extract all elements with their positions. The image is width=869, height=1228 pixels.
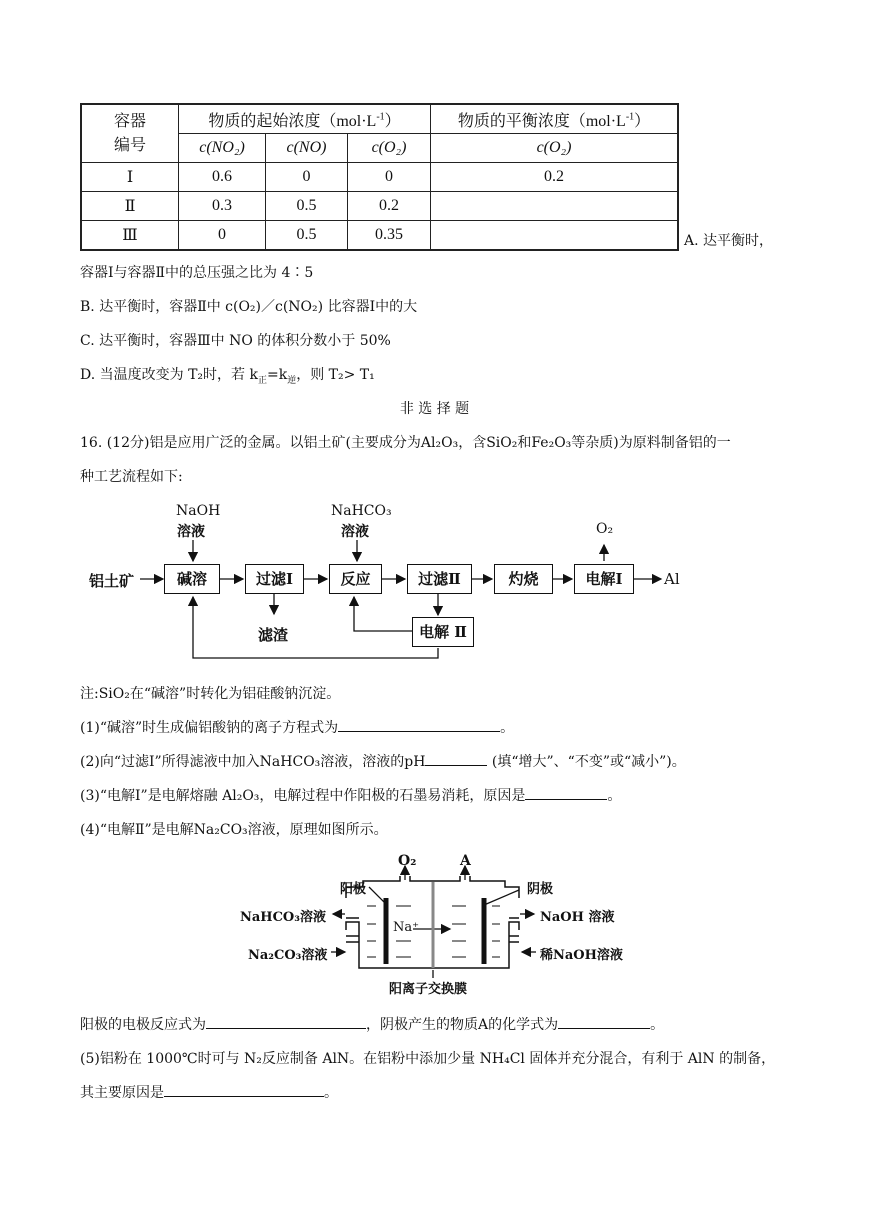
cell-no: 0.5: [266, 221, 348, 251]
step-calcine: 灼烧: [494, 564, 553, 594]
sub-header-no2: c(NO₂): [179, 134, 266, 163]
close-paren: ）: [384, 112, 401, 130]
flow-o2-label: O₂: [596, 521, 614, 537]
cell-a-label: A: [460, 853, 471, 869]
cell-o2-label: O₂: [398, 853, 417, 869]
anode-label: 阳极: [340, 882, 367, 897]
reagent-nahco3-solution: 溶液: [341, 524, 369, 540]
subq-4-answer-end: 。: [650, 1017, 665, 1033]
q16-line2: 种工艺流程如下:: [80, 469, 183, 485]
step-filter-1: 过滤Ⅰ: [245, 564, 304, 594]
section-title: 非 选 择 题: [399, 401, 470, 417]
flow-start: 铝土矿: [89, 572, 135, 590]
subq-4-answer: [80, 1014, 664, 1034]
container-header-line1: 容器: [113, 112, 146, 130]
option-d-sub2: 逆: [287, 375, 297, 386]
row-id: Ⅱ: [81, 192, 179, 221]
unit-sup: -1: [376, 111, 385, 123]
right-out-label: NaOH 溶液: [540, 910, 615, 925]
subq-5-end: 。: [324, 1085, 338, 1101]
right-in-label: 稀NaOH溶液: [540, 948, 623, 963]
membrane-label: 阳离子交换膜: [389, 982, 468, 997]
step-alkali-dissolve: 碱溶: [164, 564, 220, 594]
cell-no: 0.5: [266, 192, 348, 221]
subq-1-text: (1)“碱溶”时生成偏铝酸钠的离子方程式为: [80, 720, 339, 736]
subq-5-text: 其主要原因是: [80, 1085, 164, 1101]
step-electrolysis-2: 电解 Ⅱ: [412, 617, 474, 647]
cathode-label: 阴极: [527, 882, 554, 897]
note: 注:SiO₂在“碱溶”时转化为铝硅酸钠沉淀。: [80, 686, 341, 702]
sodium-ion-label: Na⁺: [393, 920, 419, 935]
step-electrolysis-1: 电解Ⅰ: [574, 564, 634, 594]
subq-4-answer-b: ，阴极产生的物质A的化学式为: [366, 1017, 559, 1033]
reagent-naoh-solution: 溶液: [177, 524, 205, 540]
cell-o2: 0: [348, 163, 431, 192]
sub-header-o2: c(O₂): [348, 134, 431, 163]
subq-2-end: (填“增大”、“不变”或“减小”)。: [487, 754, 686, 770]
close-paren: ）: [634, 112, 651, 130]
answer-blank-5[interactable]: [164, 1082, 324, 1097]
reagent-nahco3: NaHCO₃: [331, 503, 392, 519]
flow-residue: 滤渣: [258, 626, 289, 644]
subq-4: (4)“电解Ⅱ”是电解Na₂CO₃溶液，原理如图所示。: [80, 822, 388, 838]
option-a-tail: 容器Ⅰ与容器Ⅱ中的总压强之比为 4∶5: [80, 265, 314, 281]
reagent-naoh: NaOH: [176, 503, 221, 519]
subq-5-line1: (5)铝粉在 1000℃时可与 N₂反应制备 AlN。在铝粉中添加少量 NH₄Cl 固体并充分混合，有利于 AlN 的制备，: [80, 1051, 776, 1067]
cell-o2: 0.35: [348, 221, 431, 251]
cell-no2: 0: [179, 221, 266, 251]
subq-4-answer-a: 阳极的电极反应式为: [80, 1017, 206, 1033]
option-b: B. 达平衡时，容器Ⅱ中 c(O₂)／c(NO₂) 比容器Ⅰ中的大: [80, 299, 418, 315]
container-header-line2: 编号: [113, 136, 146, 154]
left-in-label: Na₂CO₃溶液: [248, 948, 328, 963]
eq-header-text: 物质的平衡浓度（mol·L: [457, 112, 626, 130]
sub-header-eq-o2: c(O₂): [431, 134, 679, 163]
subq-2-text: (2)向“过滤Ⅰ”所得滤液中加入NaHCO₃溶液，溶液的pH: [80, 754, 426, 770]
option-c: C. 达平衡时，容器Ⅲ中 NO 的体积分数小于 50%: [80, 333, 391, 349]
flow-end-al: Al: [664, 570, 680, 588]
subq-1-end: 。: [500, 720, 515, 736]
option-d-mid: =k: [266, 367, 288, 383]
left-out-label: NaHCO₃溶液: [240, 910, 326, 925]
row-id: Ⅲ: [81, 221, 179, 251]
unit-sup: -1: [625, 111, 635, 123]
subq-3-end: 。: [607, 788, 622, 804]
subq-5-line2: [80, 1082, 338, 1102]
option-d-post: ，则 T₂> T₁: [296, 367, 375, 383]
option-a-head: A. 达平衡时，: [684, 233, 774, 249]
cell-o2: 0.2: [348, 192, 431, 221]
cell-no2: 0.3: [179, 192, 266, 221]
q16-line1: 16. (12分)铝是应用广泛的金属。以铝土矿(主要成分为Al₂O₃，含SiO₂和Fe₂O₃等杂质)为原料制备铝的一: [80, 435, 731, 451]
answer-blank-4a[interactable]: [206, 1014, 366, 1029]
cell-eq: 0.2: [431, 163, 679, 192]
answer-blank-4b[interactable]: [558, 1014, 650, 1029]
option-d-sub1: 正: [257, 375, 267, 386]
step-reaction: 反应: [329, 564, 382, 594]
option-d-pre: D. 当温度改变为 T₂时，若 k: [80, 367, 258, 383]
cell-no2: 0.6: [179, 163, 266, 192]
row-id: Ⅰ: [81, 163, 179, 192]
sub-header-no: c(NO): [266, 134, 348, 163]
subq-3-text: (3)“电解Ⅰ”是电解熔融 Al₂O₃，电解过程中作阳极的石墨易消耗，原因是: [80, 788, 526, 804]
initial-header-text: 物质的起始浓度（mol·L: [208, 112, 377, 130]
cell-no: 0: [266, 163, 348, 192]
step-filter-2: 过滤Ⅱ: [407, 564, 472, 594]
